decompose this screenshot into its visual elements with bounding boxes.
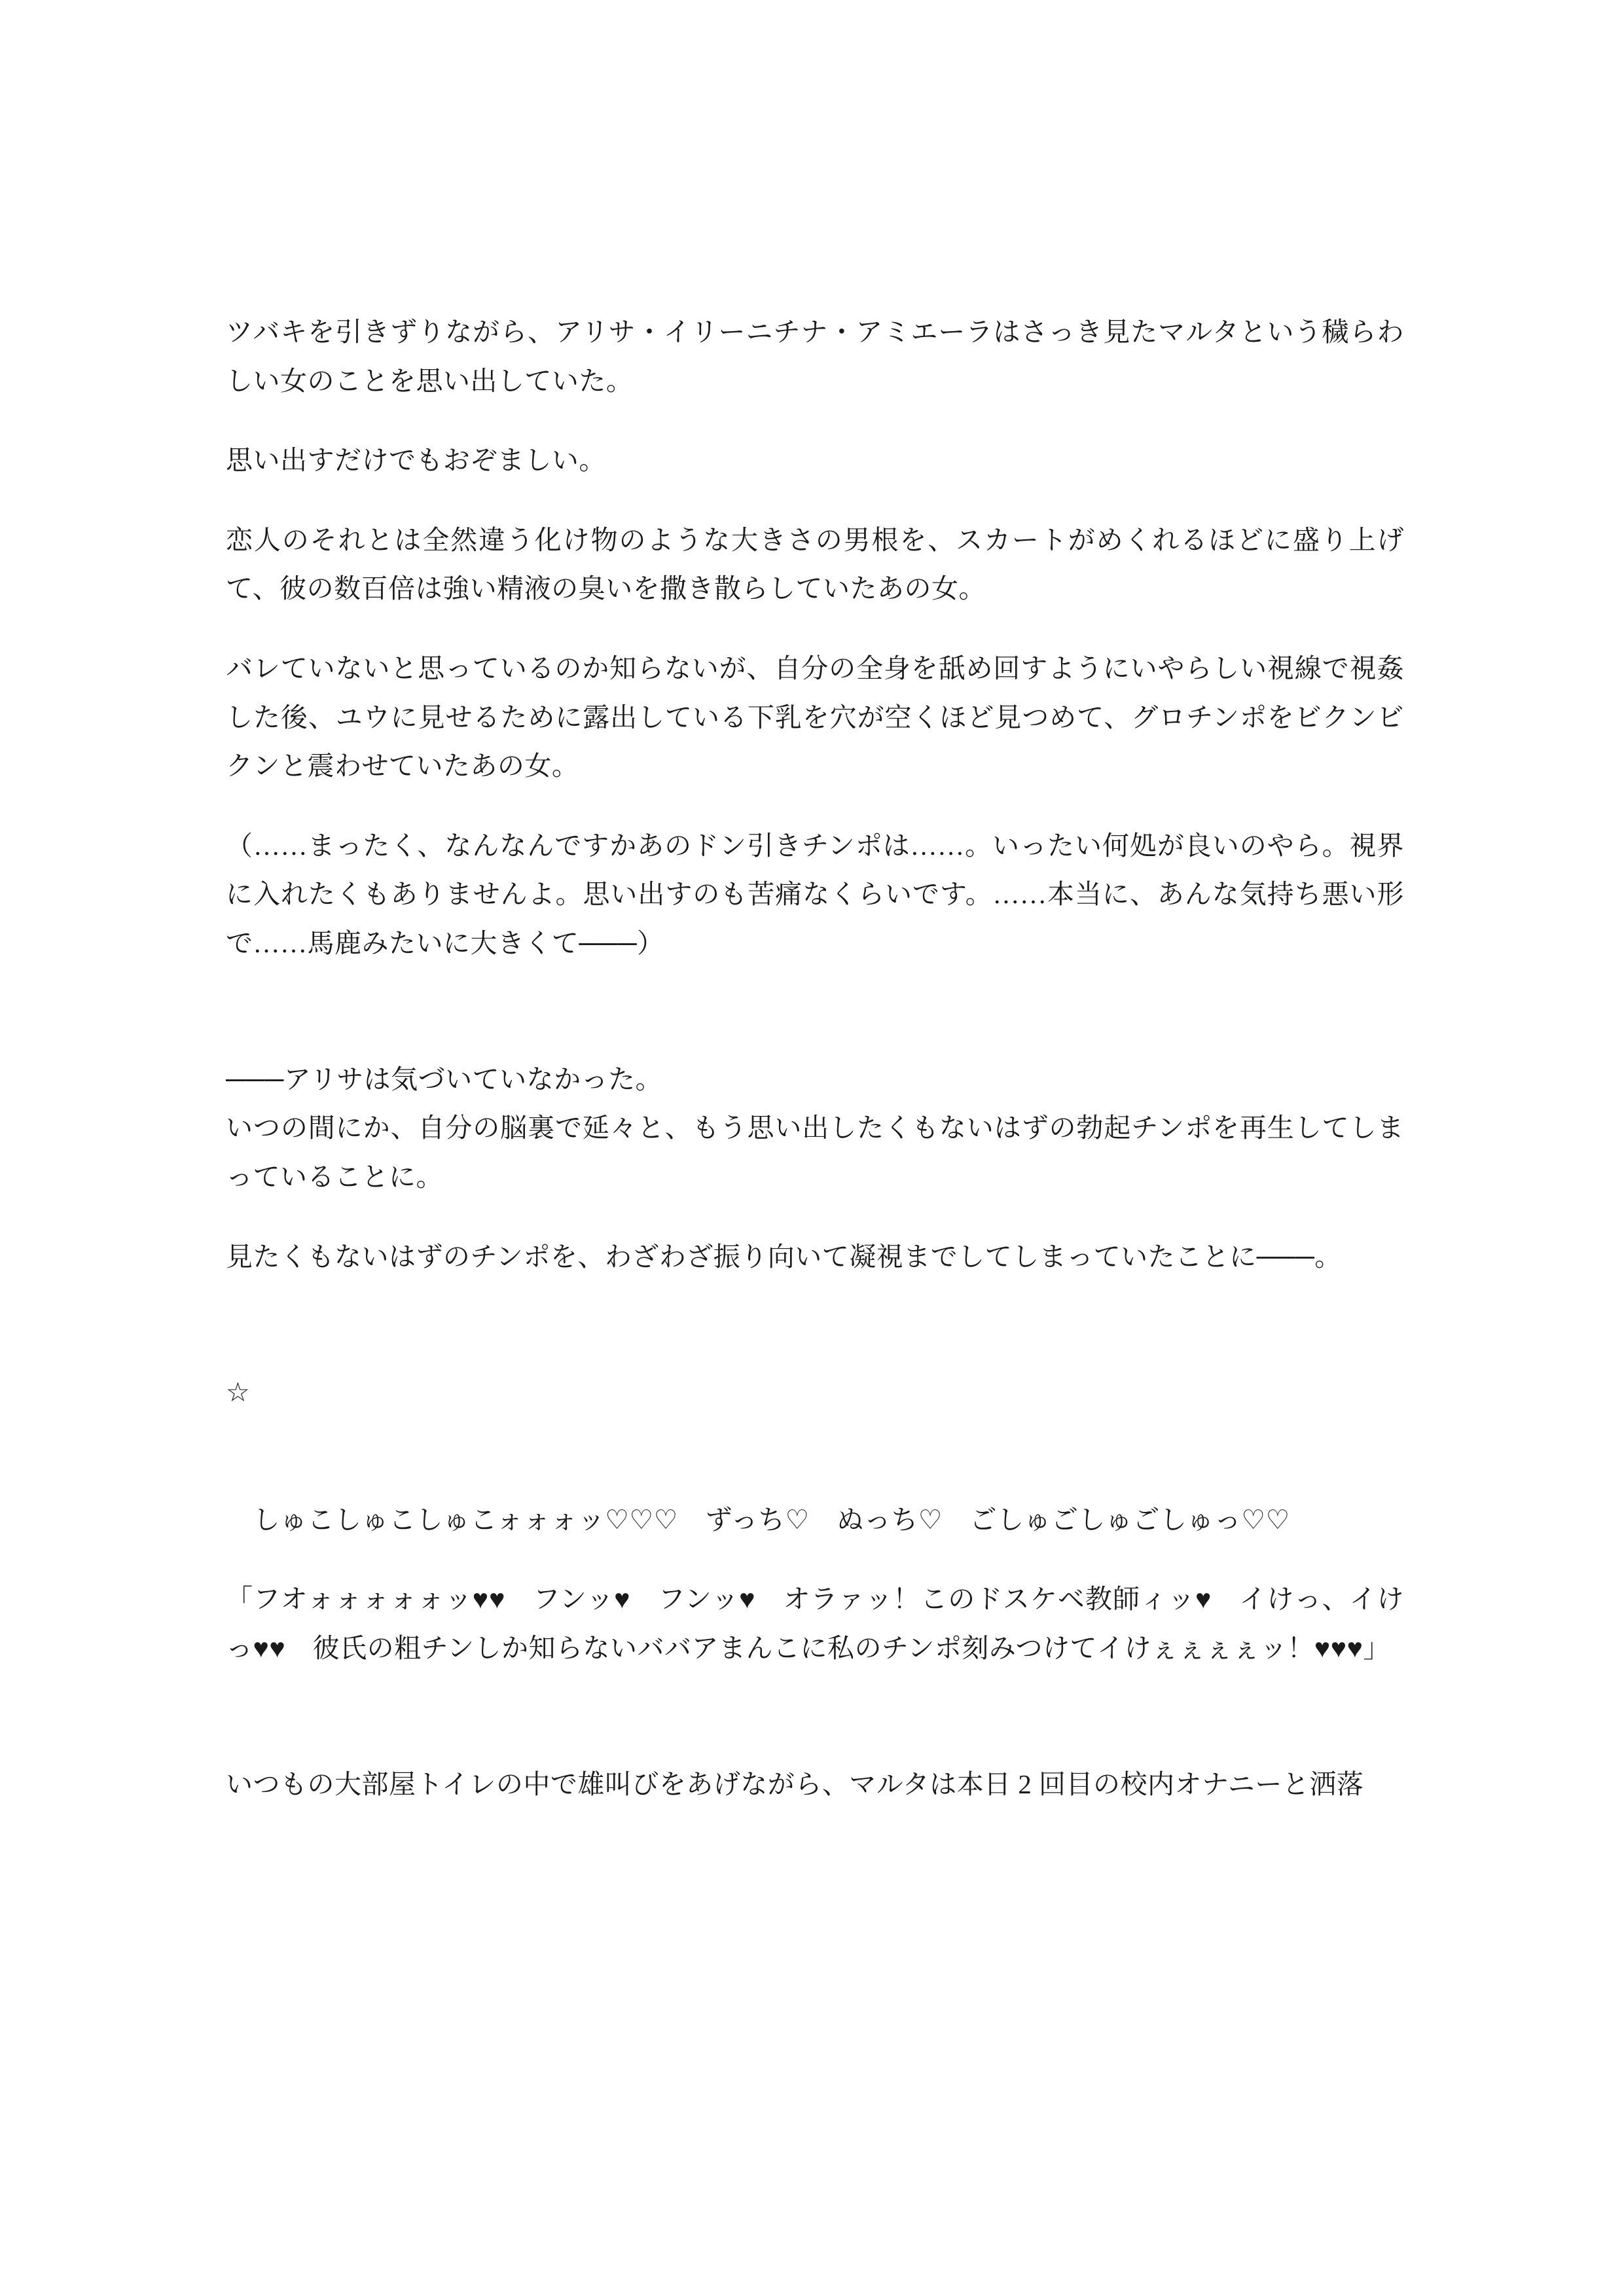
section-spacer-4 [226, 1704, 1404, 1760]
document-body [226, 308, 1404, 1808]
paragraph-2: 思い出すだけでもおぞましい。 [226, 445, 606, 476]
paragraph-5: （……まったく、なんなんですかあのドン引きチンポは……。いったい何処が良いのやら。視界に入れたくもありませんよ。思い出すのも苦痛なくらいです。……本当に、あんな気持ち悪い形で……馬鹿みたいに大きくて───） [226, 830, 1404, 959]
paragraph-4: バレていないと思っているのか知らないが、自分の全身を舐め回すようにいやらしい視線で視姦した後、ユウに見せるために露出している下乳を穴が空くほど見つめて、グロチンポをビクンビクンと震わせていたあの女。 [226, 653, 1404, 781]
paragraph-10: しゅこしゅこしゅこォォォッ♡♡♡ ずっち♡ ぬっち♡ ごしゅごしゅごしゅっ♡♡ [226, 1504, 1290, 1535]
section-divider-star: ☆ [226, 1377, 250, 1408]
paragraph-6: ───アリサは気づいていなかった。 [226, 1064, 663, 1094]
section-spacer-3 [226, 1417, 1404, 1496]
paragraph-12: いつもの大部屋トイレの中で雄叫びをあげながら、マルタは本日 2 回目の校内オナニーと洒落 [226, 1768, 1364, 1799]
section-spacer-2 [226, 1312, 1404, 1368]
paragraph-7: いつの間にか、自分の脳裏で延々と、もう思い出したくもないはずの勃起チンポを再生してしまっていることに。 [226, 1113, 1404, 1192]
paragraph-11: 「フオォォォォォッ♥♥ フンッ♥ フンッ♥ オラァッ！このドスケベ教師ィッ♥ イけっ、イけっ♥♥ 彼氏の粗チンしか知らないババアまんこに私のチンポ刻みつけてイけぇぇぇぇッ！♥♥♥」 [226, 1584, 1404, 1663]
paragraph-8: 見たくもないはずのチンポを、わざわざ振り向いて凝視までしてしまっていたことに───。 [226, 1241, 1342, 1272]
paragraph-3: 恋人のそれとは全然違う化け物のような大きさの男根を、スカートがめくれるほどに盛り上げて、彼の数百倍は強い精液の臭いを撒き散らしていたあの女。 [226, 524, 1404, 604]
section-spacer-1 [226, 999, 1404, 1055]
paragraph-1: ツバキを引きずりながら、アリサ・イリーニチナ・アミエーラはさっき見たマルタという穢らわしい女のことを思い出していた。 [226, 317, 1404, 396]
